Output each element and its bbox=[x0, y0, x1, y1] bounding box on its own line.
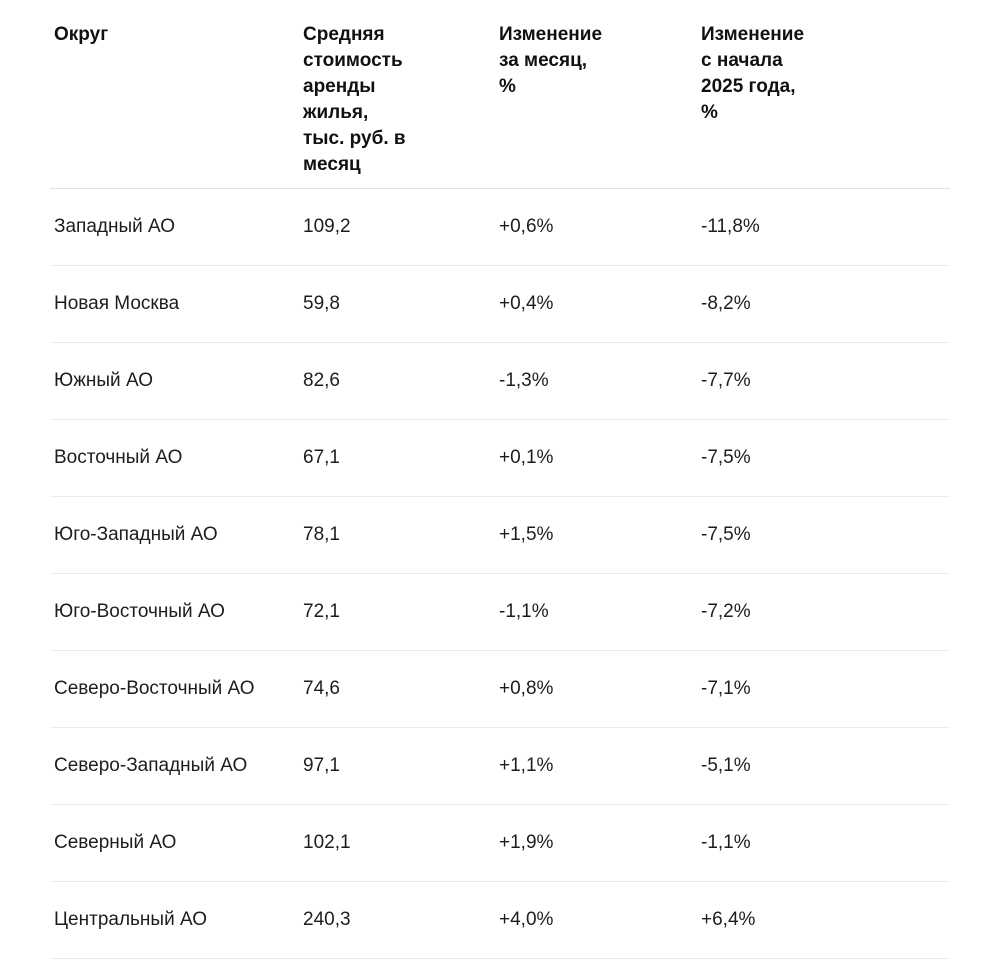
cell-month-change: -1,1% bbox=[499, 574, 701, 651]
table-header-row bbox=[50, 0, 950, 189]
cell-month-change: -1,3% bbox=[499, 343, 701, 420]
cell-average-price: 67,1 bbox=[303, 420, 499, 497]
cell-month-change: +0,1% bbox=[499, 420, 701, 497]
cell-month-change: +0,4% bbox=[499, 266, 701, 343]
cell-average-price: 102,1 bbox=[303, 805, 499, 882]
cell-district: Южный АО bbox=[50, 343, 303, 420]
cell-district: Восточный АО bbox=[50, 420, 303, 497]
cell-ytd-change: -5,1% bbox=[701, 728, 950, 805]
table-row bbox=[50, 574, 950, 651]
cell-month-change: +1,1% bbox=[499, 728, 701, 805]
cell-average-price: 240,3 bbox=[303, 882, 499, 959]
table-row bbox=[50, 189, 950, 266]
cell-average-price: 74,6 bbox=[303, 651, 499, 728]
cell-month-change: +0,6% bbox=[499, 189, 701, 266]
cell-average-price: 59,8 bbox=[303, 266, 499, 343]
cell-ytd-change: -7,5% bbox=[701, 497, 950, 574]
cell-district: Юго-Восточный АО bbox=[50, 574, 303, 651]
cell-month-change: +1,9% bbox=[499, 805, 701, 882]
cell-ytd-change: -1,1% bbox=[701, 805, 950, 882]
cell-ytd-change: -7,1% bbox=[701, 651, 950, 728]
column-header-average-price: Средняя стоимость аренды жилья, тыс. руб. в месяц bbox=[303, 0, 499, 189]
cell-ytd-change: -11,8% bbox=[701, 189, 950, 266]
table-row bbox=[50, 728, 950, 805]
cell-average-price: 97,1 bbox=[303, 728, 499, 805]
column-header-district: Округ bbox=[50, 0, 303, 189]
cell-district: Северный АО bbox=[50, 805, 303, 882]
cell-ytd-change: -7,5% bbox=[701, 420, 950, 497]
cell-district: Северо-Восточный АО bbox=[50, 651, 303, 728]
cell-district: Центральный АО bbox=[50, 882, 303, 959]
table-body bbox=[50, 189, 950, 959]
table-row bbox=[50, 343, 950, 420]
column-header-ytd-change: Изменение с начала 2025 года, % bbox=[701, 0, 950, 189]
cell-ytd-change: +6,4% bbox=[701, 882, 950, 959]
cell-ytd-change: -8,2% bbox=[701, 266, 950, 343]
cell-average-price: 78,1 bbox=[303, 497, 499, 574]
cell-average-price: 82,6 bbox=[303, 343, 499, 420]
table-row bbox=[50, 497, 950, 574]
cell-average-price: 109,2 bbox=[303, 189, 499, 266]
cell-month-change: +4,0% bbox=[499, 882, 701, 959]
table-row bbox=[50, 266, 950, 343]
table-row bbox=[50, 805, 950, 882]
column-header-month-change: Изменение за месяц, % bbox=[499, 0, 701, 189]
rent-price-table bbox=[50, 0, 950, 959]
cell-district: Северо-Западный АО bbox=[50, 728, 303, 805]
cell-district: Юго-Западный АО bbox=[50, 497, 303, 574]
cell-ytd-change: -7,2% bbox=[701, 574, 950, 651]
table-header bbox=[50, 0, 950, 189]
table-row bbox=[50, 882, 950, 959]
cell-district: Новая Москва bbox=[50, 266, 303, 343]
cell-district: Западный АО bbox=[50, 189, 303, 266]
table-row bbox=[50, 420, 950, 497]
cell-ytd-change: -7,7% bbox=[701, 343, 950, 420]
cell-average-price: 72,1 bbox=[303, 574, 499, 651]
cell-month-change: +0,8% bbox=[499, 651, 701, 728]
cell-month-change: +1,5% bbox=[499, 497, 701, 574]
table-row bbox=[50, 651, 950, 728]
